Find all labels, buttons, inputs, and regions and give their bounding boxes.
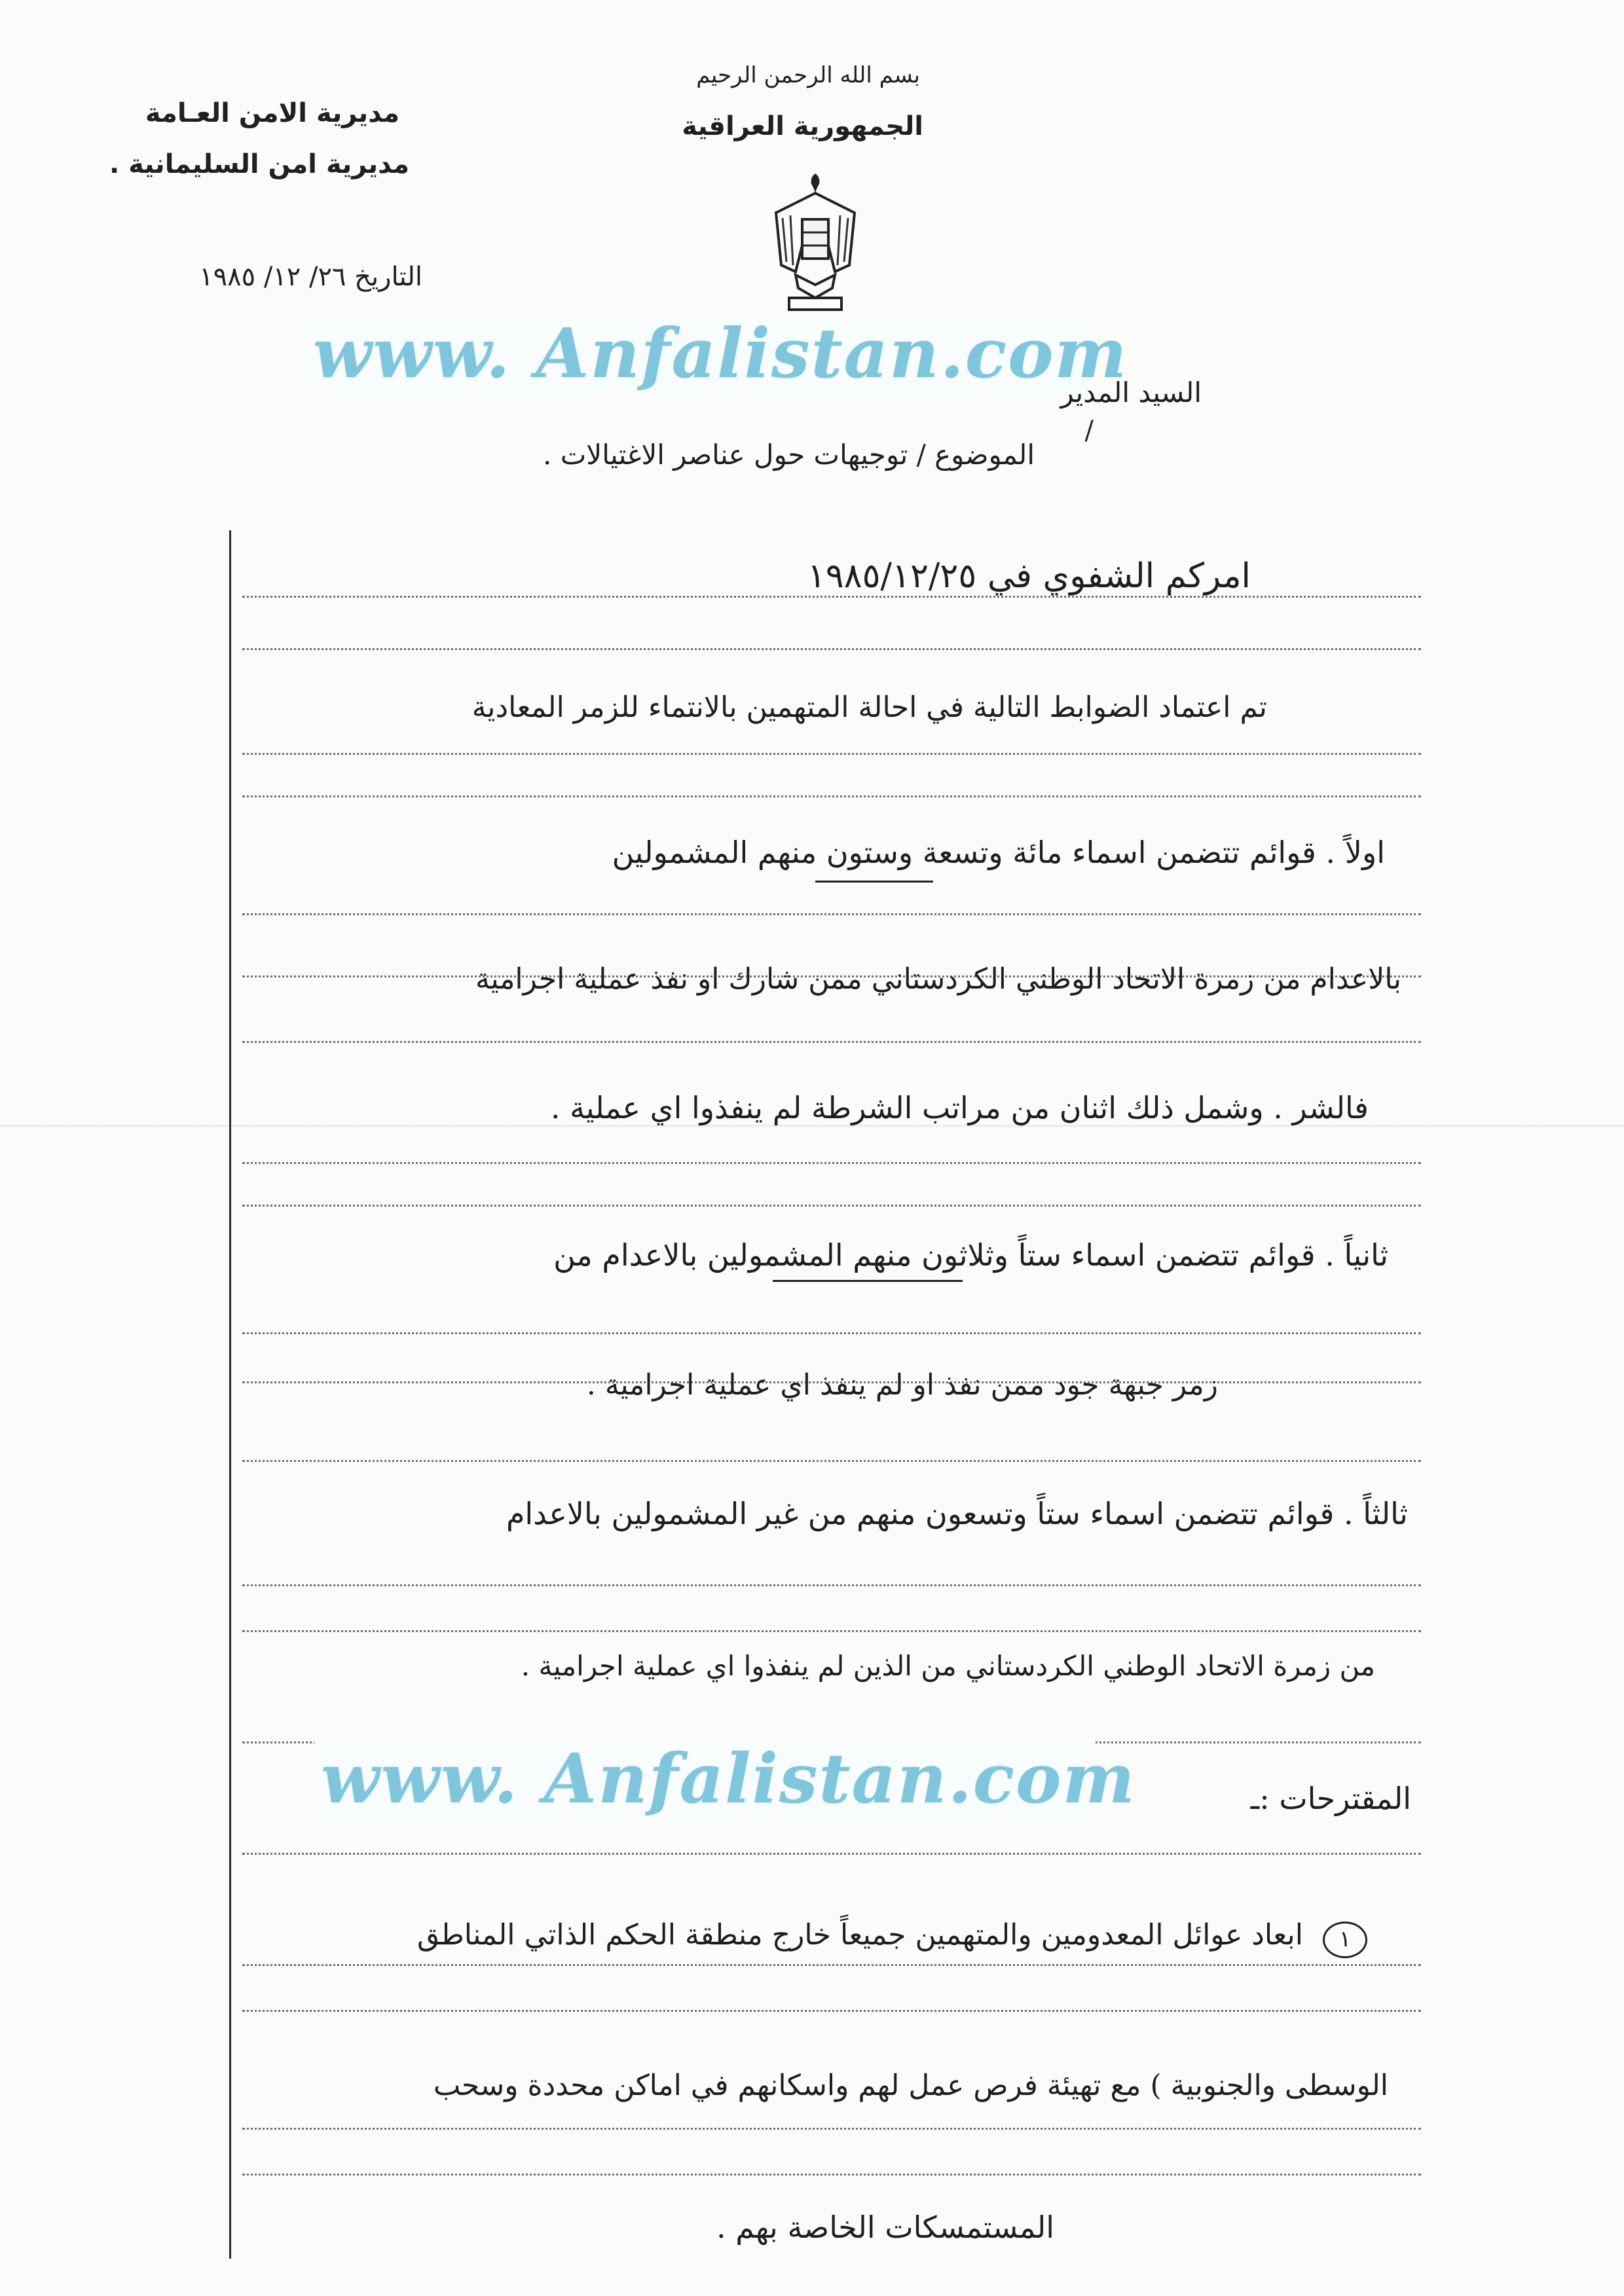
body-line-4: بالاعدام من زمرة الاتحاد الوطني الكردستاني ممن شارك او نفذ عملية اجرامية [475, 962, 1401, 996]
basmala: بسم الله الرحمن الرحيم [696, 62, 920, 88]
document-date: التاريخ ٢٦/ ١٢/ ١٩٨٥ [199, 262, 422, 292]
left-margin-line [229, 530, 231, 2259]
ruled-line [242, 1332, 1421, 1334]
ruled-line [242, 1584, 1421, 1586]
ruled-line [242, 795, 1421, 797]
ruled-line [242, 1630, 1421, 1632]
body-line-13: المستمسكات الخاصة بهم . [716, 2210, 1054, 2245]
ruled-line [242, 1205, 1421, 1207]
directorate-local: مديرية امن السليمانية . [109, 149, 409, 179]
body-line-11: ابعاد عوائل المعدومين والمتهمين جميعاً خارج منطقة الحكم الذاتي المناطق [417, 1918, 1303, 1952]
ruled-line [242, 1162, 1421, 1164]
body-line-1: امركم الشفوي في ١٩٨٥/١٢/٢٥ [807, 556, 1251, 596]
ruled-line [242, 1460, 1421, 1462]
ruled-line [242, 2010, 1421, 2012]
ruled-line [242, 1041, 1421, 1043]
addressee-mark: / [1084, 416, 1094, 446]
body-line-6: ثانياً . قوائم تتضمن اسماء ستاً وثلاثون منهم المشمولين بالاعدام من [553, 1237, 1388, 1273]
ruled-line [242, 2174, 1421, 2176]
body-line-7: زمر جبهة جود ممن نفذ او لم ينفذ اي عملية اجرامية . [586, 1368, 1218, 1402]
body-line-8: ثالثاً . قوائم تتضمن اسماء ستاً وتسعون منهم من غير المشمولين بالاعدام [506, 1496, 1408, 1531]
directorate-general: مديرية الامن العـامة [145, 98, 399, 128]
body-line-2: تم اعتماد الضوابط التالية في احالة المتهمين بالانتماء للزمر المعادية [471, 691, 1267, 724]
item-number-badge: ١ [1323, 1922, 1367, 1958]
ruled-line [242, 2128, 1421, 2130]
body-line-5: فالشر . وشمل ذلك اثنان من مراتب الشرطة لم ينفذوا اي عملية . [550, 1090, 1369, 1125]
ruled-line [242, 1964, 1421, 1966]
body-line-3: اولاً . قوائم تتضمن اسماء مائة وتسعة وستون منهم المشمولين [612, 835, 1385, 870]
ruled-line [242, 648, 1421, 650]
eagle-emblem-icon [769, 167, 861, 314]
ruled-line [242, 753, 1421, 755]
addressee: السيد المدير [1060, 376, 1202, 409]
proposals-heading: المقترحات :ـ [1250, 1781, 1411, 1816]
ruled-line [242, 596, 1421, 598]
ruled-line [242, 1853, 1421, 1855]
body-line-9: من زمرة الاتحاد الوطني الكردستاني من الذين لم ينفذوا اي عملية اجرامية . [521, 1650, 1375, 1682]
ruled-line [242, 913, 1421, 915]
republic-heading: الجمهورية العراقية [682, 111, 923, 141]
watermark-top: www. Anfalistan.com [313, 313, 1128, 393]
subject-line: الموضوع / توجيهات حول عناصر الاغتيالات . [543, 439, 1035, 471]
body-line-12: الوسطى والجنوبية ) مع تهيئة فرص عمل لهم واسكانهم في اماكن محددة وسحب [433, 2069, 1388, 2102]
watermark-bottom: www. Anfalistan.com [321, 1738, 1136, 1819]
